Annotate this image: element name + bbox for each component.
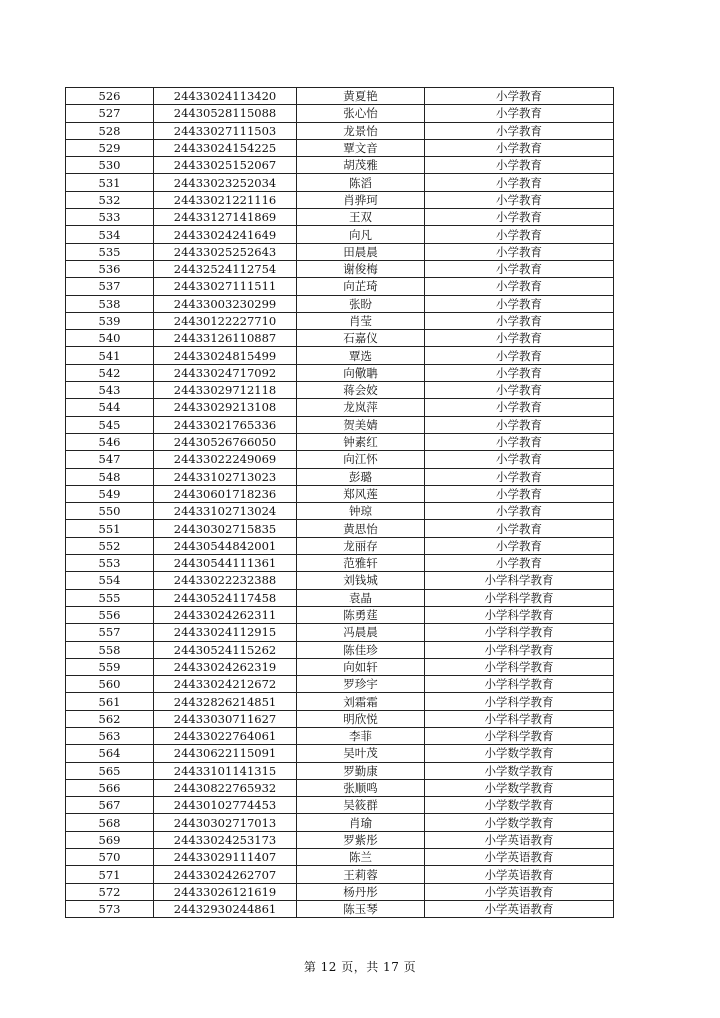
student-name-cell: 肖瑜 — [297, 814, 425, 831]
major-cell: 小学教育 — [425, 485, 614, 502]
student-name-cell: 谢俊梅 — [297, 260, 425, 277]
major-cell: 小学教育 — [425, 157, 614, 174]
row-number-cell: 571 — [66, 866, 154, 883]
candidate-id-cell: 24433024113420 — [154, 88, 297, 105]
table-row — [66, 641, 614, 658]
candidate-id-cell: 24433024253173 — [154, 831, 297, 848]
table-row — [66, 624, 614, 641]
candidate-id-cell: 24433101141315 — [154, 762, 297, 779]
row-number-cell: 555 — [66, 589, 154, 606]
row-number-cell: 543 — [66, 382, 154, 399]
candidate-id-cell: 24433024154225 — [154, 139, 297, 156]
row-number-cell: 553 — [66, 555, 154, 572]
table-row — [66, 139, 614, 156]
row-number-cell: 540 — [66, 330, 154, 347]
major-cell: 小学教育 — [425, 122, 614, 139]
row-number-cell: 570 — [66, 849, 154, 866]
student-name-cell: 向芷琦 — [297, 278, 425, 295]
major-cell: 小学教育 — [425, 416, 614, 433]
student-name-cell: 黄夏艳 — [297, 88, 425, 105]
table-row — [66, 658, 614, 675]
candidate-id-cell: 24433030711627 — [154, 710, 297, 727]
student-name-cell: 龙景怡 — [297, 122, 425, 139]
student-name-cell: 陈勇莛 — [297, 606, 425, 623]
roster-table — [65, 87, 614, 918]
row-number-cell: 549 — [66, 485, 154, 502]
major-cell: 小学教育 — [425, 174, 614, 191]
row-number-cell: 573 — [66, 900, 154, 917]
table-row — [66, 451, 614, 468]
major-cell: 小学科学教育 — [425, 606, 614, 623]
candidate-id-cell: 24430622115091 — [154, 745, 297, 762]
table-row — [66, 433, 614, 450]
major-cell: 小学英语教育 — [425, 900, 614, 917]
row-number-cell: 566 — [66, 779, 154, 796]
student-name-cell: 陈滔 — [297, 174, 425, 191]
student-name-cell: 袁晶 — [297, 589, 425, 606]
row-number-cell: 563 — [66, 727, 154, 744]
student-name-cell: 罗勤康 — [297, 762, 425, 779]
table-row — [66, 312, 614, 329]
major-cell: 小学数学教育 — [425, 762, 614, 779]
candidate-id-cell: 24432826214851 — [154, 693, 297, 710]
candidate-id-cell: 24433127141869 — [154, 209, 297, 226]
student-name-cell: 王莉蓉 — [297, 866, 425, 883]
row-number-cell: 558 — [66, 641, 154, 658]
student-name-cell: 龙丽存 — [297, 537, 425, 554]
candidate-id-cell: 24430601718236 — [154, 485, 297, 502]
table-row — [66, 606, 614, 623]
student-name-cell: 冯晨晨 — [297, 624, 425, 641]
major-cell: 小学科学教育 — [425, 658, 614, 675]
candidate-id-cell: 24430524117458 — [154, 589, 297, 606]
table-row — [66, 900, 614, 917]
student-name-cell: 黄思怡 — [297, 520, 425, 537]
table-row — [66, 468, 614, 485]
table-row — [66, 676, 614, 693]
major-cell: 小学数学教育 — [425, 779, 614, 796]
table-row — [66, 866, 614, 883]
major-cell: 小学科学教育 — [425, 727, 614, 744]
row-number-cell: 560 — [66, 676, 154, 693]
row-number-cell: 538 — [66, 295, 154, 312]
table-row — [66, 555, 614, 572]
row-number-cell: 528 — [66, 122, 154, 139]
table-row — [66, 364, 614, 381]
candidate-id-cell: 24433022232388 — [154, 572, 297, 589]
candidate-id-cell: 24433027111503 — [154, 122, 297, 139]
table-row — [66, 105, 614, 122]
table-row — [66, 295, 614, 312]
table-row — [66, 399, 614, 416]
major-cell: 小学教育 — [425, 330, 614, 347]
student-name-cell: 郑风莲 — [297, 485, 425, 502]
student-name-cell: 罗紫彤 — [297, 831, 425, 848]
major-cell: 小学教育 — [425, 209, 614, 226]
candidate-id-cell: 24433021221116 — [154, 191, 297, 208]
row-number-cell: 557 — [66, 624, 154, 641]
table-row — [66, 226, 614, 243]
row-number-cell: 565 — [66, 762, 154, 779]
row-number-cell: 561 — [66, 693, 154, 710]
major-cell: 小学科学教育 — [425, 624, 614, 641]
row-number-cell: 547 — [66, 451, 154, 468]
table-row — [66, 278, 614, 295]
row-number-cell: 567 — [66, 797, 154, 814]
major-cell: 小学教育 — [425, 243, 614, 260]
table-row — [66, 243, 614, 260]
row-number-cell: 530 — [66, 157, 154, 174]
major-cell: 小学教育 — [425, 555, 614, 572]
table-row — [66, 122, 614, 139]
student-name-cell: 向凡 — [297, 226, 425, 243]
table-row — [66, 572, 614, 589]
student-name-cell: 范雅轩 — [297, 555, 425, 572]
student-name-cell: 张心怡 — [297, 105, 425, 122]
student-name-cell: 明欣悦 — [297, 710, 425, 727]
row-number-cell: 550 — [66, 503, 154, 520]
student-name-cell: 陈佳珍 — [297, 641, 425, 658]
student-name-cell: 龙岚萍 — [297, 399, 425, 416]
student-name-cell: 刘钱城 — [297, 572, 425, 589]
table-row — [66, 260, 614, 277]
roster-table-body — [66, 88, 614, 918]
table-row — [66, 797, 614, 814]
row-number-cell: 546 — [66, 433, 154, 450]
candidate-id-cell: 24433027111511 — [154, 278, 297, 295]
major-cell: 小学教育 — [425, 433, 614, 450]
row-number-cell: 548 — [66, 468, 154, 485]
table-row — [66, 330, 614, 347]
candidate-id-cell: 24433025252643 — [154, 243, 297, 260]
row-number-cell: 536 — [66, 260, 154, 277]
row-number-cell: 541 — [66, 347, 154, 364]
candidate-id-cell: 24433026121619 — [154, 883, 297, 900]
candidate-id-cell: 24433023252034 — [154, 174, 297, 191]
table-row — [66, 485, 614, 502]
student-name-cell: 覃选 — [297, 347, 425, 364]
table-row — [66, 849, 614, 866]
candidate-id-cell: 24433025152067 — [154, 157, 297, 174]
student-name-cell: 张顺鸣 — [297, 779, 425, 796]
candidate-id-cell: 24430822765932 — [154, 779, 297, 796]
major-cell: 小学教育 — [425, 537, 614, 554]
major-cell: 小学教育 — [425, 139, 614, 156]
candidate-id-cell: 24433024241649 — [154, 226, 297, 243]
table-row — [66, 191, 614, 208]
candidate-id-cell: 24433024717092 — [154, 364, 297, 381]
row-number-cell: 554 — [66, 572, 154, 589]
student-name-cell: 王双 — [297, 209, 425, 226]
row-number-cell: 551 — [66, 520, 154, 537]
major-cell: 小学数学教育 — [425, 745, 614, 762]
major-cell: 小学教育 — [425, 88, 614, 105]
candidate-id-cell: 24433024262311 — [154, 606, 297, 623]
major-cell: 小学教育 — [425, 191, 614, 208]
major-cell: 小学科学教育 — [425, 710, 614, 727]
student-name-cell: 陈兰 — [297, 849, 425, 866]
candidate-id-cell: 24430544111361 — [154, 555, 297, 572]
table-row — [66, 589, 614, 606]
student-name-cell: 吴筱群 — [297, 797, 425, 814]
major-cell: 小学教育 — [425, 347, 614, 364]
candidate-id-cell: 24433024262319 — [154, 658, 297, 675]
candidate-id-cell: 24433022764061 — [154, 727, 297, 744]
major-cell: 小学教育 — [425, 382, 614, 399]
table-row — [66, 693, 614, 710]
major-cell: 小学科学教育 — [425, 641, 614, 658]
candidate-id-cell: 24433024212672 — [154, 676, 297, 693]
row-number-cell: 559 — [66, 658, 154, 675]
candidate-id-cell: 24430102774453 — [154, 797, 297, 814]
student-name-cell: 吴叶茂 — [297, 745, 425, 762]
table-row — [66, 537, 614, 554]
student-name-cell: 胡茂雅 — [297, 157, 425, 174]
major-cell: 小学教育 — [425, 520, 614, 537]
table-row — [66, 762, 614, 779]
major-cell: 小学教育 — [425, 226, 614, 243]
candidate-id-cell: 24433003230299 — [154, 295, 297, 312]
student-name-cell: 杨丹彤 — [297, 883, 425, 900]
major-cell: 小学教育 — [425, 278, 614, 295]
candidate-id-cell: 24430302717013 — [154, 814, 297, 831]
row-number-cell: 572 — [66, 883, 154, 900]
table-row — [66, 779, 614, 796]
major-cell: 小学教育 — [425, 105, 614, 122]
major-cell: 小学英语教育 — [425, 849, 614, 866]
row-number-cell: 544 — [66, 399, 154, 416]
table-row — [66, 382, 614, 399]
student-name-cell: 张盼 — [297, 295, 425, 312]
table-row — [66, 88, 614, 105]
row-number-cell: 556 — [66, 606, 154, 623]
major-cell: 小学教育 — [425, 468, 614, 485]
major-cell: 小学教育 — [425, 295, 614, 312]
row-number-cell: 564 — [66, 745, 154, 762]
table-row — [66, 157, 614, 174]
student-name-cell: 肖骅珂 — [297, 191, 425, 208]
candidate-id-cell: 24433102713023 — [154, 468, 297, 485]
roster-sheet — [65, 87, 613, 918]
major-cell: 小学教育 — [425, 399, 614, 416]
table-row — [66, 814, 614, 831]
student-name-cell: 向儆聃 — [297, 364, 425, 381]
candidate-id-cell: 24430544842001 — [154, 537, 297, 554]
table-row — [66, 710, 614, 727]
student-name-cell: 李菲 — [297, 727, 425, 744]
student-name-cell: 钟素红 — [297, 433, 425, 450]
student-name-cell: 陈玉琴 — [297, 900, 425, 917]
student-name-cell: 钟琼 — [297, 503, 425, 520]
candidate-id-cell: 24430526766050 — [154, 433, 297, 450]
student-name-cell: 蒋会姣 — [297, 382, 425, 399]
candidate-id-cell: 24432930244861 — [154, 900, 297, 917]
row-number-cell: 531 — [66, 174, 154, 191]
student-name-cell: 罗珍宇 — [297, 676, 425, 693]
table-row — [66, 883, 614, 900]
table-row — [66, 520, 614, 537]
major-cell: 小学数学教育 — [425, 797, 614, 814]
candidate-id-cell: 24433102713024 — [154, 503, 297, 520]
student-name-cell: 向如轩 — [297, 658, 425, 675]
row-number-cell: 569 — [66, 831, 154, 848]
student-name-cell: 彭璐 — [297, 468, 425, 485]
candidate-id-cell: 24432524112754 — [154, 260, 297, 277]
student-name-cell: 田晨晨 — [297, 243, 425, 260]
candidate-id-cell: 24430528115088 — [154, 105, 297, 122]
major-cell: 小学教育 — [425, 260, 614, 277]
table-row — [66, 745, 614, 762]
candidate-id-cell: 24433029111407 — [154, 849, 297, 866]
row-number-cell: 545 — [66, 416, 154, 433]
candidate-id-cell: 24430302715835 — [154, 520, 297, 537]
row-number-cell: 527 — [66, 105, 154, 122]
row-number-cell: 562 — [66, 710, 154, 727]
table-row — [66, 174, 614, 191]
student-name-cell: 覃文音 — [297, 139, 425, 156]
candidate-id-cell: 24433022249069 — [154, 451, 297, 468]
row-number-cell: 535 — [66, 243, 154, 260]
candidate-id-cell: 24433024815499 — [154, 347, 297, 364]
major-cell: 小学数学教育 — [425, 814, 614, 831]
candidate-id-cell: 24433029213108 — [154, 399, 297, 416]
candidate-id-cell: 24430122227710 — [154, 312, 297, 329]
major-cell: 小学英语教育 — [425, 883, 614, 900]
row-number-cell: 552 — [66, 537, 154, 554]
student-name-cell: 向江怀 — [297, 451, 425, 468]
table-row — [66, 831, 614, 848]
student-name-cell: 刘霜霜 — [297, 693, 425, 710]
major-cell: 小学教育 — [425, 312, 614, 329]
table-row — [66, 503, 614, 520]
major-cell: 小学教育 — [425, 364, 614, 381]
row-number-cell: 542 — [66, 364, 154, 381]
candidate-id-cell: 24433029712118 — [154, 382, 297, 399]
row-number-cell: 568 — [66, 814, 154, 831]
row-number-cell: 537 — [66, 278, 154, 295]
major-cell: 小学科学教育 — [425, 676, 614, 693]
candidate-id-cell: 24433024262707 — [154, 866, 297, 883]
table-row — [66, 416, 614, 433]
major-cell: 小学英语教育 — [425, 866, 614, 883]
candidate-id-cell: 24433126110887 — [154, 330, 297, 347]
candidate-id-cell: 24433024112915 — [154, 624, 297, 641]
student-name-cell: 贺美婧 — [297, 416, 425, 433]
major-cell: 小学科学教育 — [425, 589, 614, 606]
row-number-cell: 533 — [66, 209, 154, 226]
candidate-id-cell: 24430524115262 — [154, 641, 297, 658]
table-row — [66, 209, 614, 226]
table-row — [66, 727, 614, 744]
row-number-cell: 539 — [66, 312, 154, 329]
candidate-id-cell: 24433021765336 — [154, 416, 297, 433]
major-cell: 小学科学教育 — [425, 693, 614, 710]
major-cell: 小学教育 — [425, 451, 614, 468]
row-number-cell: 526 — [66, 88, 154, 105]
page-footer: 第 12 页，共 17 页 — [303, 960, 417, 974]
student-name-cell: 肖莹 — [297, 312, 425, 329]
row-number-cell: 534 — [66, 226, 154, 243]
major-cell: 小学科学教育 — [425, 572, 614, 589]
student-name-cell: 石嘉仪 — [297, 330, 425, 347]
row-number-cell: 532 — [66, 191, 154, 208]
table-row — [66, 347, 614, 364]
row-number-cell: 529 — [66, 139, 154, 156]
major-cell: 小学教育 — [425, 503, 614, 520]
major-cell: 小学英语教育 — [425, 831, 614, 848]
